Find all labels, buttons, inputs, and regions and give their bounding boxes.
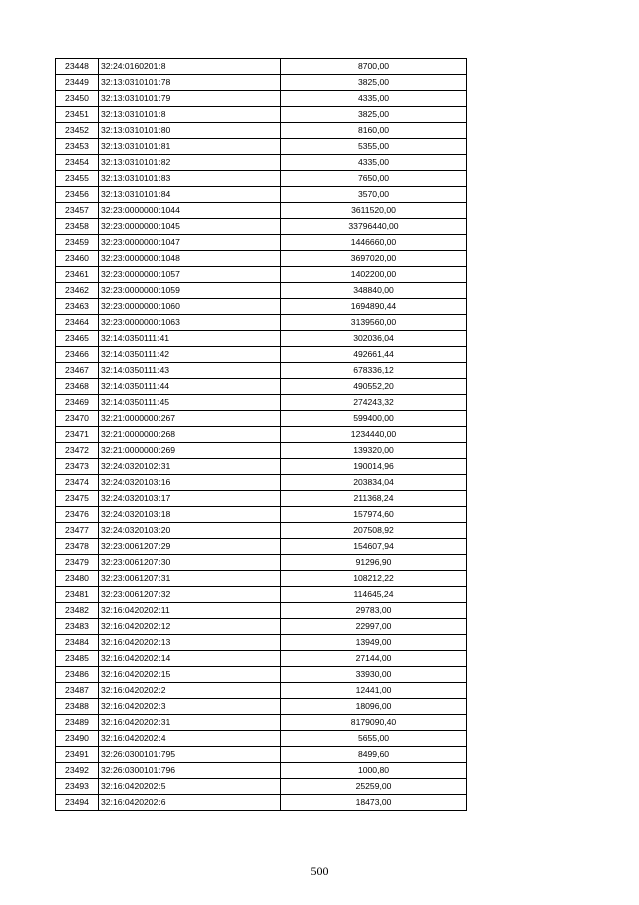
table-row	[56, 347, 467, 363]
value-cell: 1000,80	[281, 763, 467, 779]
cadastral-number-cell: 32:16:0420202:11	[99, 603, 281, 619]
cadastral-number-cell: 32:24:0320103:20	[99, 523, 281, 539]
cadastral-number-cell: 32:14:0350111:44	[99, 379, 281, 395]
value-cell: 207508,92	[281, 523, 467, 539]
cadastral-number-cell: 32:21:0000000:267	[99, 411, 281, 427]
value-cell: 492661,44	[281, 347, 467, 363]
value-cell: 12441,00	[281, 683, 467, 699]
table-row	[56, 699, 467, 715]
row-number-cell: 23491	[56, 747, 99, 763]
row-number-cell: 23493	[56, 779, 99, 795]
row-number-cell: 23463	[56, 299, 99, 315]
table-row	[56, 443, 467, 459]
value-cell: 7650,00	[281, 171, 467, 187]
value-cell: 3570,00	[281, 187, 467, 203]
value-cell: 274243,32	[281, 395, 467, 411]
row-number-cell: 23475	[56, 491, 99, 507]
table-body	[56, 59, 467, 811]
value-cell: 3825,00	[281, 75, 467, 91]
table-row	[56, 219, 467, 235]
cadastral-number-cell: 32:16:0420202:15	[99, 667, 281, 683]
value-cell: 4335,00	[281, 91, 467, 107]
cadastral-number-cell: 32:26:0300101:796	[99, 763, 281, 779]
table-row	[56, 619, 467, 635]
row-number-cell: 23451	[56, 107, 99, 123]
table-row	[56, 123, 467, 139]
cadastral-number-cell: 32:21:0000000:269	[99, 443, 281, 459]
cadastral-number-cell: 32:13:0310101:80	[99, 123, 281, 139]
cadastral-number-cell: 32:13:0310101:81	[99, 139, 281, 155]
table-row	[56, 795, 467, 811]
value-cell: 8700,00	[281, 59, 467, 75]
cadastral-number-cell: 32:16:0420202:14	[99, 651, 281, 667]
row-number-cell: 23460	[56, 251, 99, 267]
value-cell: 22997,00	[281, 619, 467, 635]
row-number-cell: 23473	[56, 459, 99, 475]
row-number-cell: 23477	[56, 523, 99, 539]
row-number-cell: 23452	[56, 123, 99, 139]
row-number-cell: 23454	[56, 155, 99, 171]
cadastral-number-cell: 32:13:0310101:84	[99, 187, 281, 203]
cadastral-number-cell: 32:23:0061207:29	[99, 539, 281, 555]
cadastral-number-cell: 32:23:0061207:30	[99, 555, 281, 571]
row-number-cell: 23478	[56, 539, 99, 555]
cadastral-number-cell: 32:13:0310101:78	[99, 75, 281, 91]
table-row	[56, 235, 467, 251]
row-number-cell: 23461	[56, 267, 99, 283]
table-row	[56, 283, 467, 299]
value-cell: 490552,20	[281, 379, 467, 395]
row-number-cell: 23485	[56, 651, 99, 667]
row-number-cell: 23449	[56, 75, 99, 91]
cadastral-number-cell: 32:23:0061207:32	[99, 587, 281, 603]
cadastral-number-cell: 32:16:0420202:4	[99, 731, 281, 747]
cadastral-number-cell: 32:16:0420202:13	[99, 635, 281, 651]
value-cell: 599400,00	[281, 411, 467, 427]
cadastral-number-cell: 32:23:0061207:31	[99, 571, 281, 587]
cadastral-number-cell: 32:14:0350111:43	[99, 363, 281, 379]
value-cell: 157974,60	[281, 507, 467, 523]
value-cell: 3139560,00	[281, 315, 467, 331]
row-number-cell: 23464	[56, 315, 99, 331]
cadastral-number-cell: 32:13:0310101:79	[99, 91, 281, 107]
row-number-cell: 23455	[56, 171, 99, 187]
row-number-cell: 23471	[56, 427, 99, 443]
value-cell: 18473,00	[281, 795, 467, 811]
table-row	[56, 395, 467, 411]
table-row	[56, 379, 467, 395]
cadastral-number-cell: 32:24:0320102:31	[99, 459, 281, 475]
table-row	[56, 539, 467, 555]
table-row	[56, 139, 467, 155]
table-row	[56, 507, 467, 523]
table-row	[56, 491, 467, 507]
cadastral-number-cell: 32:16:0420202:5	[99, 779, 281, 795]
cadastral-number-cell: 32:16:0420202:3	[99, 699, 281, 715]
cadastral-number-cell: 32:13:0310101:8	[99, 107, 281, 123]
table-row	[56, 683, 467, 699]
value-cell: 29783,00	[281, 603, 467, 619]
row-number-cell: 23482	[56, 603, 99, 619]
row-number-cell: 23457	[56, 203, 99, 219]
row-number-cell: 23469	[56, 395, 99, 411]
row-number-cell: 23486	[56, 667, 99, 683]
table-row	[56, 155, 467, 171]
table-row	[56, 651, 467, 667]
table-row	[56, 603, 467, 619]
cadastral-number-cell: 32:23:0000000:1045	[99, 219, 281, 235]
table-row	[56, 91, 467, 107]
row-number-cell: 23481	[56, 587, 99, 603]
row-number-cell: 23458	[56, 219, 99, 235]
row-number-cell: 23448	[56, 59, 99, 75]
row-number-cell: 23467	[56, 363, 99, 379]
table-row	[56, 331, 467, 347]
row-number-cell: 23484	[56, 635, 99, 651]
table-row	[56, 187, 467, 203]
value-cell: 3697020,00	[281, 251, 467, 267]
table-row	[56, 59, 467, 75]
row-number-cell: 23480	[56, 571, 99, 587]
cadastral-number-cell: 32:23:0000000:1060	[99, 299, 281, 315]
table-row	[56, 763, 467, 779]
row-number-cell: 23470	[56, 411, 99, 427]
cadastral-number-cell: 32:16:0420202:31	[99, 715, 281, 731]
value-cell: 27144,00	[281, 651, 467, 667]
row-number-cell: 23479	[56, 555, 99, 571]
row-number-cell: 23487	[56, 683, 99, 699]
value-cell: 154607,94	[281, 539, 467, 555]
value-cell: 1694890,44	[281, 299, 467, 315]
value-cell: 203834,04	[281, 475, 467, 491]
table-row	[56, 75, 467, 91]
row-number-cell: 23450	[56, 91, 99, 107]
row-number-cell: 23462	[56, 283, 99, 299]
table-row	[56, 107, 467, 123]
table-row	[56, 299, 467, 315]
table-row	[56, 411, 467, 427]
value-cell: 3825,00	[281, 107, 467, 123]
value-cell: 348840,00	[281, 283, 467, 299]
cadastral-value-table	[55, 58, 467, 811]
row-number-cell: 23474	[56, 475, 99, 491]
table-row	[56, 667, 467, 683]
cadastral-number-cell: 32:24:0320103:16	[99, 475, 281, 491]
value-cell: 91296,90	[281, 555, 467, 571]
value-cell: 108212,22	[281, 571, 467, 587]
table-row	[56, 587, 467, 603]
cadastral-number-cell: 32:24:0160201:8	[99, 59, 281, 75]
table-row	[56, 267, 467, 283]
cadastral-number-cell: 32:13:0310101:82	[99, 155, 281, 171]
value-cell: 302036,04	[281, 331, 467, 347]
row-number-cell: 23490	[56, 731, 99, 747]
cadastral-number-cell: 32:16:0420202:12	[99, 619, 281, 635]
value-cell: 139320,00	[281, 443, 467, 459]
value-cell: 114645,24	[281, 587, 467, 603]
cadastral-number-cell: 32:13:0310101:83	[99, 171, 281, 187]
table-row	[56, 523, 467, 539]
cadastral-number-cell: 32:23:0000000:1044	[99, 203, 281, 219]
table-row	[56, 635, 467, 651]
value-cell: 4335,00	[281, 155, 467, 171]
row-number-cell: 23483	[56, 619, 99, 635]
value-cell: 3611520,00	[281, 203, 467, 219]
row-number-cell: 23468	[56, 379, 99, 395]
row-number-cell: 23472	[56, 443, 99, 459]
cadastral-number-cell: 32:16:0420202:6	[99, 795, 281, 811]
cadastral-number-cell: 32:21:0000000:268	[99, 427, 281, 443]
table-row	[56, 315, 467, 331]
table-row	[56, 475, 467, 491]
table-row	[56, 715, 467, 731]
row-number-cell: 23488	[56, 699, 99, 715]
cadastral-number-cell: 32:24:0320103:18	[99, 507, 281, 523]
value-cell: 5355,00	[281, 139, 467, 155]
value-cell: 1234440,00	[281, 427, 467, 443]
cadastral-number-cell: 32:23:0000000:1048	[99, 251, 281, 267]
row-number-cell: 23492	[56, 763, 99, 779]
table-row	[56, 251, 467, 267]
value-cell: 211368,24	[281, 491, 467, 507]
value-cell: 8160,00	[281, 123, 467, 139]
row-number-cell: 23465	[56, 331, 99, 347]
row-number-cell: 23456	[56, 187, 99, 203]
value-cell: 1446660,00	[281, 235, 467, 251]
table-row	[56, 779, 467, 795]
value-cell: 18096,00	[281, 699, 467, 715]
cadastral-number-cell: 32:23:0000000:1047	[99, 235, 281, 251]
cadastral-number-cell: 32:23:0000000:1063	[99, 315, 281, 331]
cadastral-number-cell: 32:24:0320103:17	[99, 491, 281, 507]
table-row	[56, 731, 467, 747]
table-row	[56, 363, 467, 379]
cadastral-number-cell: 32:23:0000000:1057	[99, 267, 281, 283]
table-row	[56, 571, 467, 587]
value-cell: 8499,60	[281, 747, 467, 763]
table-row	[56, 203, 467, 219]
cadastral-number-cell: 32:14:0350111:41	[99, 331, 281, 347]
value-cell: 678336,12	[281, 363, 467, 379]
cadastral-number-cell: 32:23:0000000:1059	[99, 283, 281, 299]
cadastral-number-cell: 32:26:0300101:795	[99, 747, 281, 763]
table-row	[56, 171, 467, 187]
value-cell: 33930,00	[281, 667, 467, 683]
value-cell: 25259,00	[281, 779, 467, 795]
table-row	[56, 747, 467, 763]
cadastral-number-cell: 32:14:0350111:42	[99, 347, 281, 363]
table-row	[56, 555, 467, 571]
row-number-cell: 23459	[56, 235, 99, 251]
cadastral-number-cell: 32:16:0420202:2	[99, 683, 281, 699]
cadastral-number-cell: 32:14:0350111:45	[99, 395, 281, 411]
row-number-cell: 23453	[56, 139, 99, 155]
row-number-cell: 23476	[56, 507, 99, 523]
row-number-cell: 23494	[56, 795, 99, 811]
value-cell: 190014,96	[281, 459, 467, 475]
value-cell: 5655,00	[281, 731, 467, 747]
value-cell: 8179090,40	[281, 715, 467, 731]
table-row	[56, 427, 467, 443]
row-number-cell: 23466	[56, 347, 99, 363]
row-number-cell: 23489	[56, 715, 99, 731]
value-cell: 33796440,00	[281, 219, 467, 235]
value-cell: 1402200,00	[281, 267, 467, 283]
table-row	[56, 459, 467, 475]
value-cell: 13949,00	[281, 635, 467, 651]
page-number: 500	[310, 864, 329, 878]
